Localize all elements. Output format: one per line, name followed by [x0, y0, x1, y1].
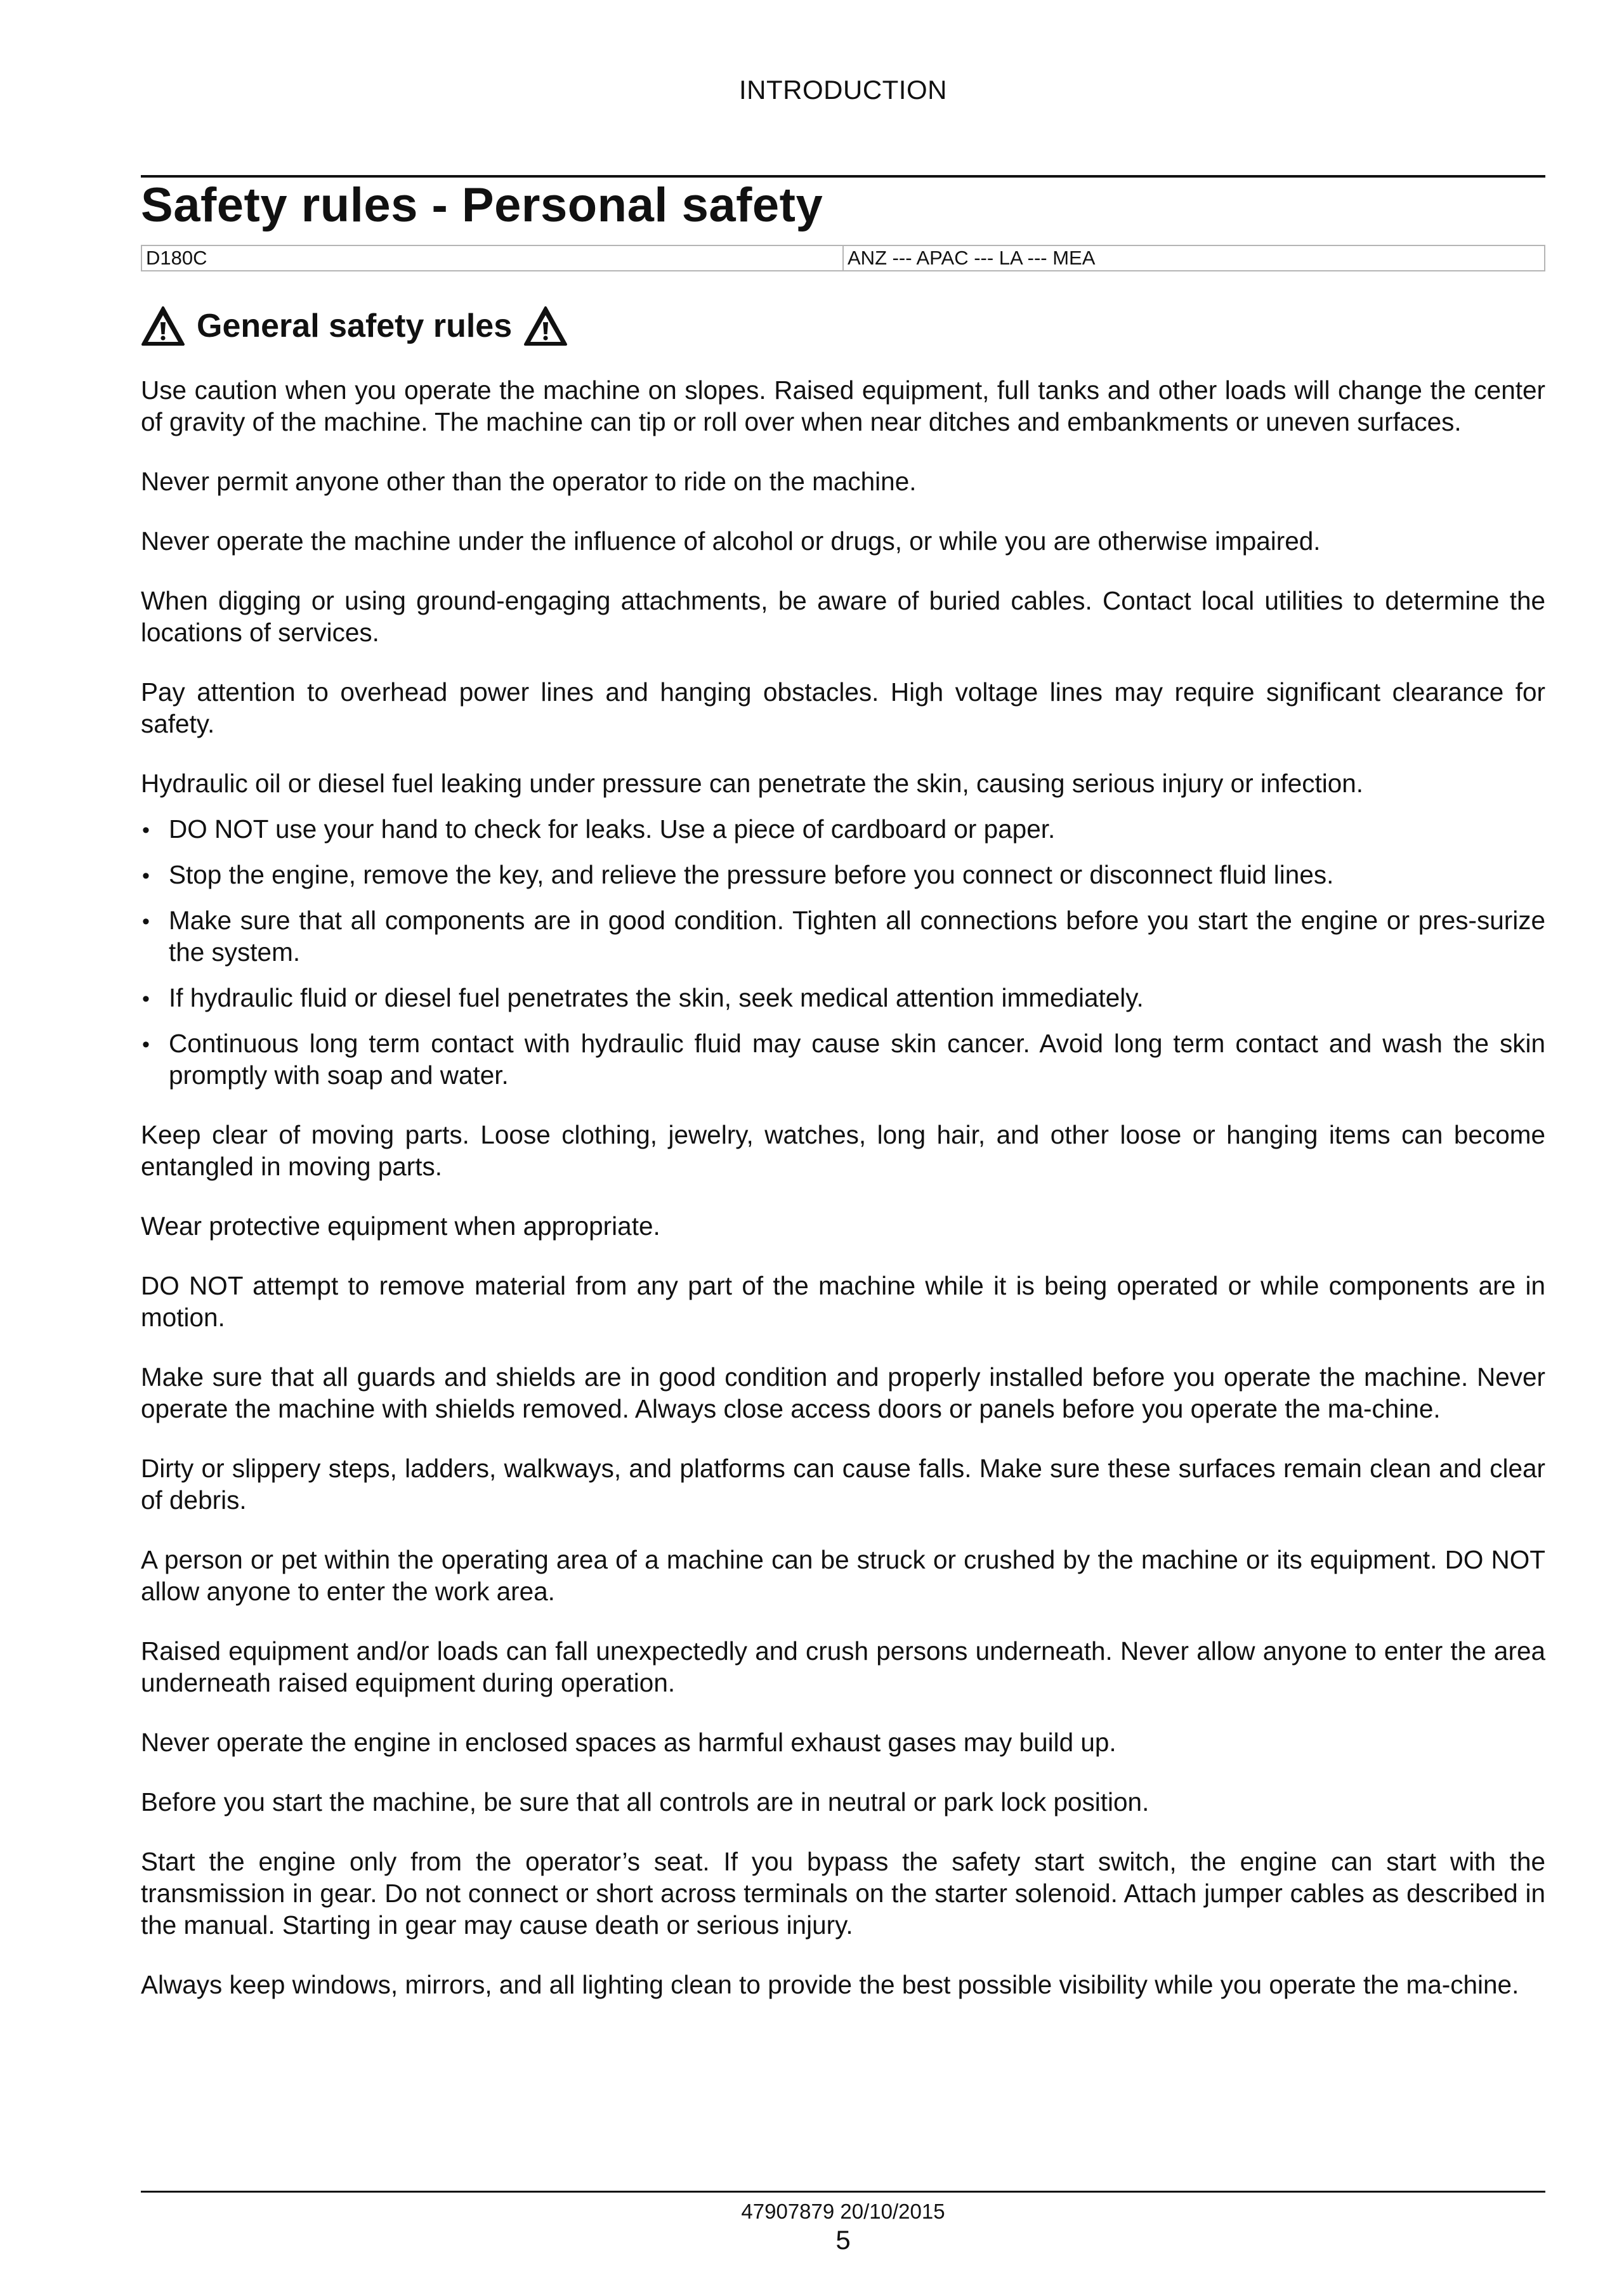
paragraph: Start the engine only from the operator’s seat. If you bypass the safety start switch, the engine can start with the transmission in gear. Do not connect or short across terminals on the starter solenoid. Attach jumper cables as described in the manual. Starting in gear may cause death or serious injury.: [141, 1847, 1545, 1940]
paragraph: Wear protective equipment when appropriate.: [141, 1211, 660, 1241]
bullet-marker: •: [142, 1033, 150, 1057]
list-item: [141, 982, 1545, 1014]
warning-triangle-icon: [141, 306, 185, 346]
paragraph: When digging or using ground-engaging attachments, be aware of buried cables. Contact local utilities to determine the locations of services.: [141, 586, 1545, 647]
regions-cell: ANZ --- APAC --- LA --- MEA: [842, 246, 1544, 270]
paragraph: Dirty or slippery steps, ladders, walkways, and platforms can cause falls. Make sure these surfaces remain clean and clear of debris.: [141, 1454, 1545, 1515]
paragraph: Pay attention to overhead power lines and hanging obstacles. High voltage lines may require significant clearance for safety.: [141, 677, 1545, 738]
section-heading: [141, 303, 568, 349]
paragraph: Never operate the machine under the influence of alcohol or drugs, or while you are otherwise impaired.: [141, 526, 1321, 556]
list-item-text: Make sure that all components are in good condition. Tighten all connections before you start the engine or pres-surize the system.: [169, 906, 1545, 967]
list-item: [141, 904, 1545, 968]
bullet-list: [141, 813, 1545, 1091]
model-cell: D180C: [146, 247, 207, 269]
paragraph: DO NOT attempt to remove material from any part of the machine while it is being operated or while components are in motion.: [141, 1271, 1545, 1332]
paragraph: Hydraulic oil or diesel fuel leaking under pressure can penetrate the skin, causing serious injury or infection.: [141, 769, 1364, 798]
paragraph: Make sure that all guards and shields are in good condition and properly installed before you operate the machine. Never operate the machine with shields removed. Always close access doors or panels before you operate the ma-chine.: [141, 1362, 1545, 1423]
paragraph: Raised equipment and/or loads can fall unexpectedly and crush persons underneath. Never allow anyone to enter the area underneath raised equipment during operation.: [141, 1636, 1545, 1697]
paragraph: Never operate the engine in enclosed spaces as harmful exhaust gases may build up.: [141, 1728, 1116, 1757]
section-heading-text: General safety rules: [197, 308, 513, 344]
paragraph: A person or pet within the operating area of a machine can be struck or crushed by the machine or its equipment. DO NOT allow anyone to enter the work area.: [141, 1545, 1545, 1606]
list-item-text: Continuous long term contact with hydraulic fluid may cause skin cancer. Avoid long term contact and wash the skin promptly with soap and water.: [169, 1029, 1545, 1090]
paragraph: Before you start the machine, be sure that all controls are in neutral or park lock position.: [141, 1787, 1149, 1817]
list-item-text: Stop the engine, remove the key, and relieve the pressure before you connect or disconnect fluid lines.: [169, 860, 1334, 889]
bullet-marker: •: [142, 910, 150, 934]
bullet-marker: •: [142, 864, 150, 888]
paragraph: Never permit anyone other than the operator to ride on the machine.: [141, 467, 917, 496]
list-item-text: DO NOT use your hand to check for leaks. Use a piece of cardboard or paper.: [169, 814, 1056, 844]
page-title: Safety rules - Personal safety: [141, 178, 823, 232]
document-id: 47907879 20/10/2015: [741, 2200, 945, 2223]
applicability-table: [141, 245, 1545, 271]
running-head: INTRODUCTION: [739, 75, 947, 105]
bullet-marker: •: [142, 818, 150, 842]
list-item: [141, 813, 1545, 845]
document-page: [141, 0, 1545, 2296]
bullet-marker: •: [142, 987, 150, 1011]
list-item-text: If hydraulic fluid or diesel fuel penetrates the skin, seek medical attention immediately.: [169, 983, 1144, 1012]
paragraph: Use caution when you operate the machine on slopes. Raised equipment, full tanks and other loads will change the center of gravity of the machine. The machine can tip or roll over when near ditches and embankments or uneven surfaces.: [141, 375, 1545, 436]
paragraph: Always keep windows, mirrors, and all lighting clean to provide the best possible visibility while you operate the ma-chine.: [141, 1970, 1519, 1999]
warning-triangle-icon: [523, 306, 568, 346]
list-item: [141, 1027, 1545, 1091]
bottom-rule: [141, 2191, 1545, 2193]
page-number: 5: [835, 2225, 851, 2255]
list-item: [141, 859, 1545, 890]
body-text: [141, 374, 1545, 2028]
paragraph: Keep clear of moving parts. Loose clothing, jewelry, watches, long hair, and other loose or hanging items can become entangled in moving parts.: [141, 1120, 1545, 1181]
